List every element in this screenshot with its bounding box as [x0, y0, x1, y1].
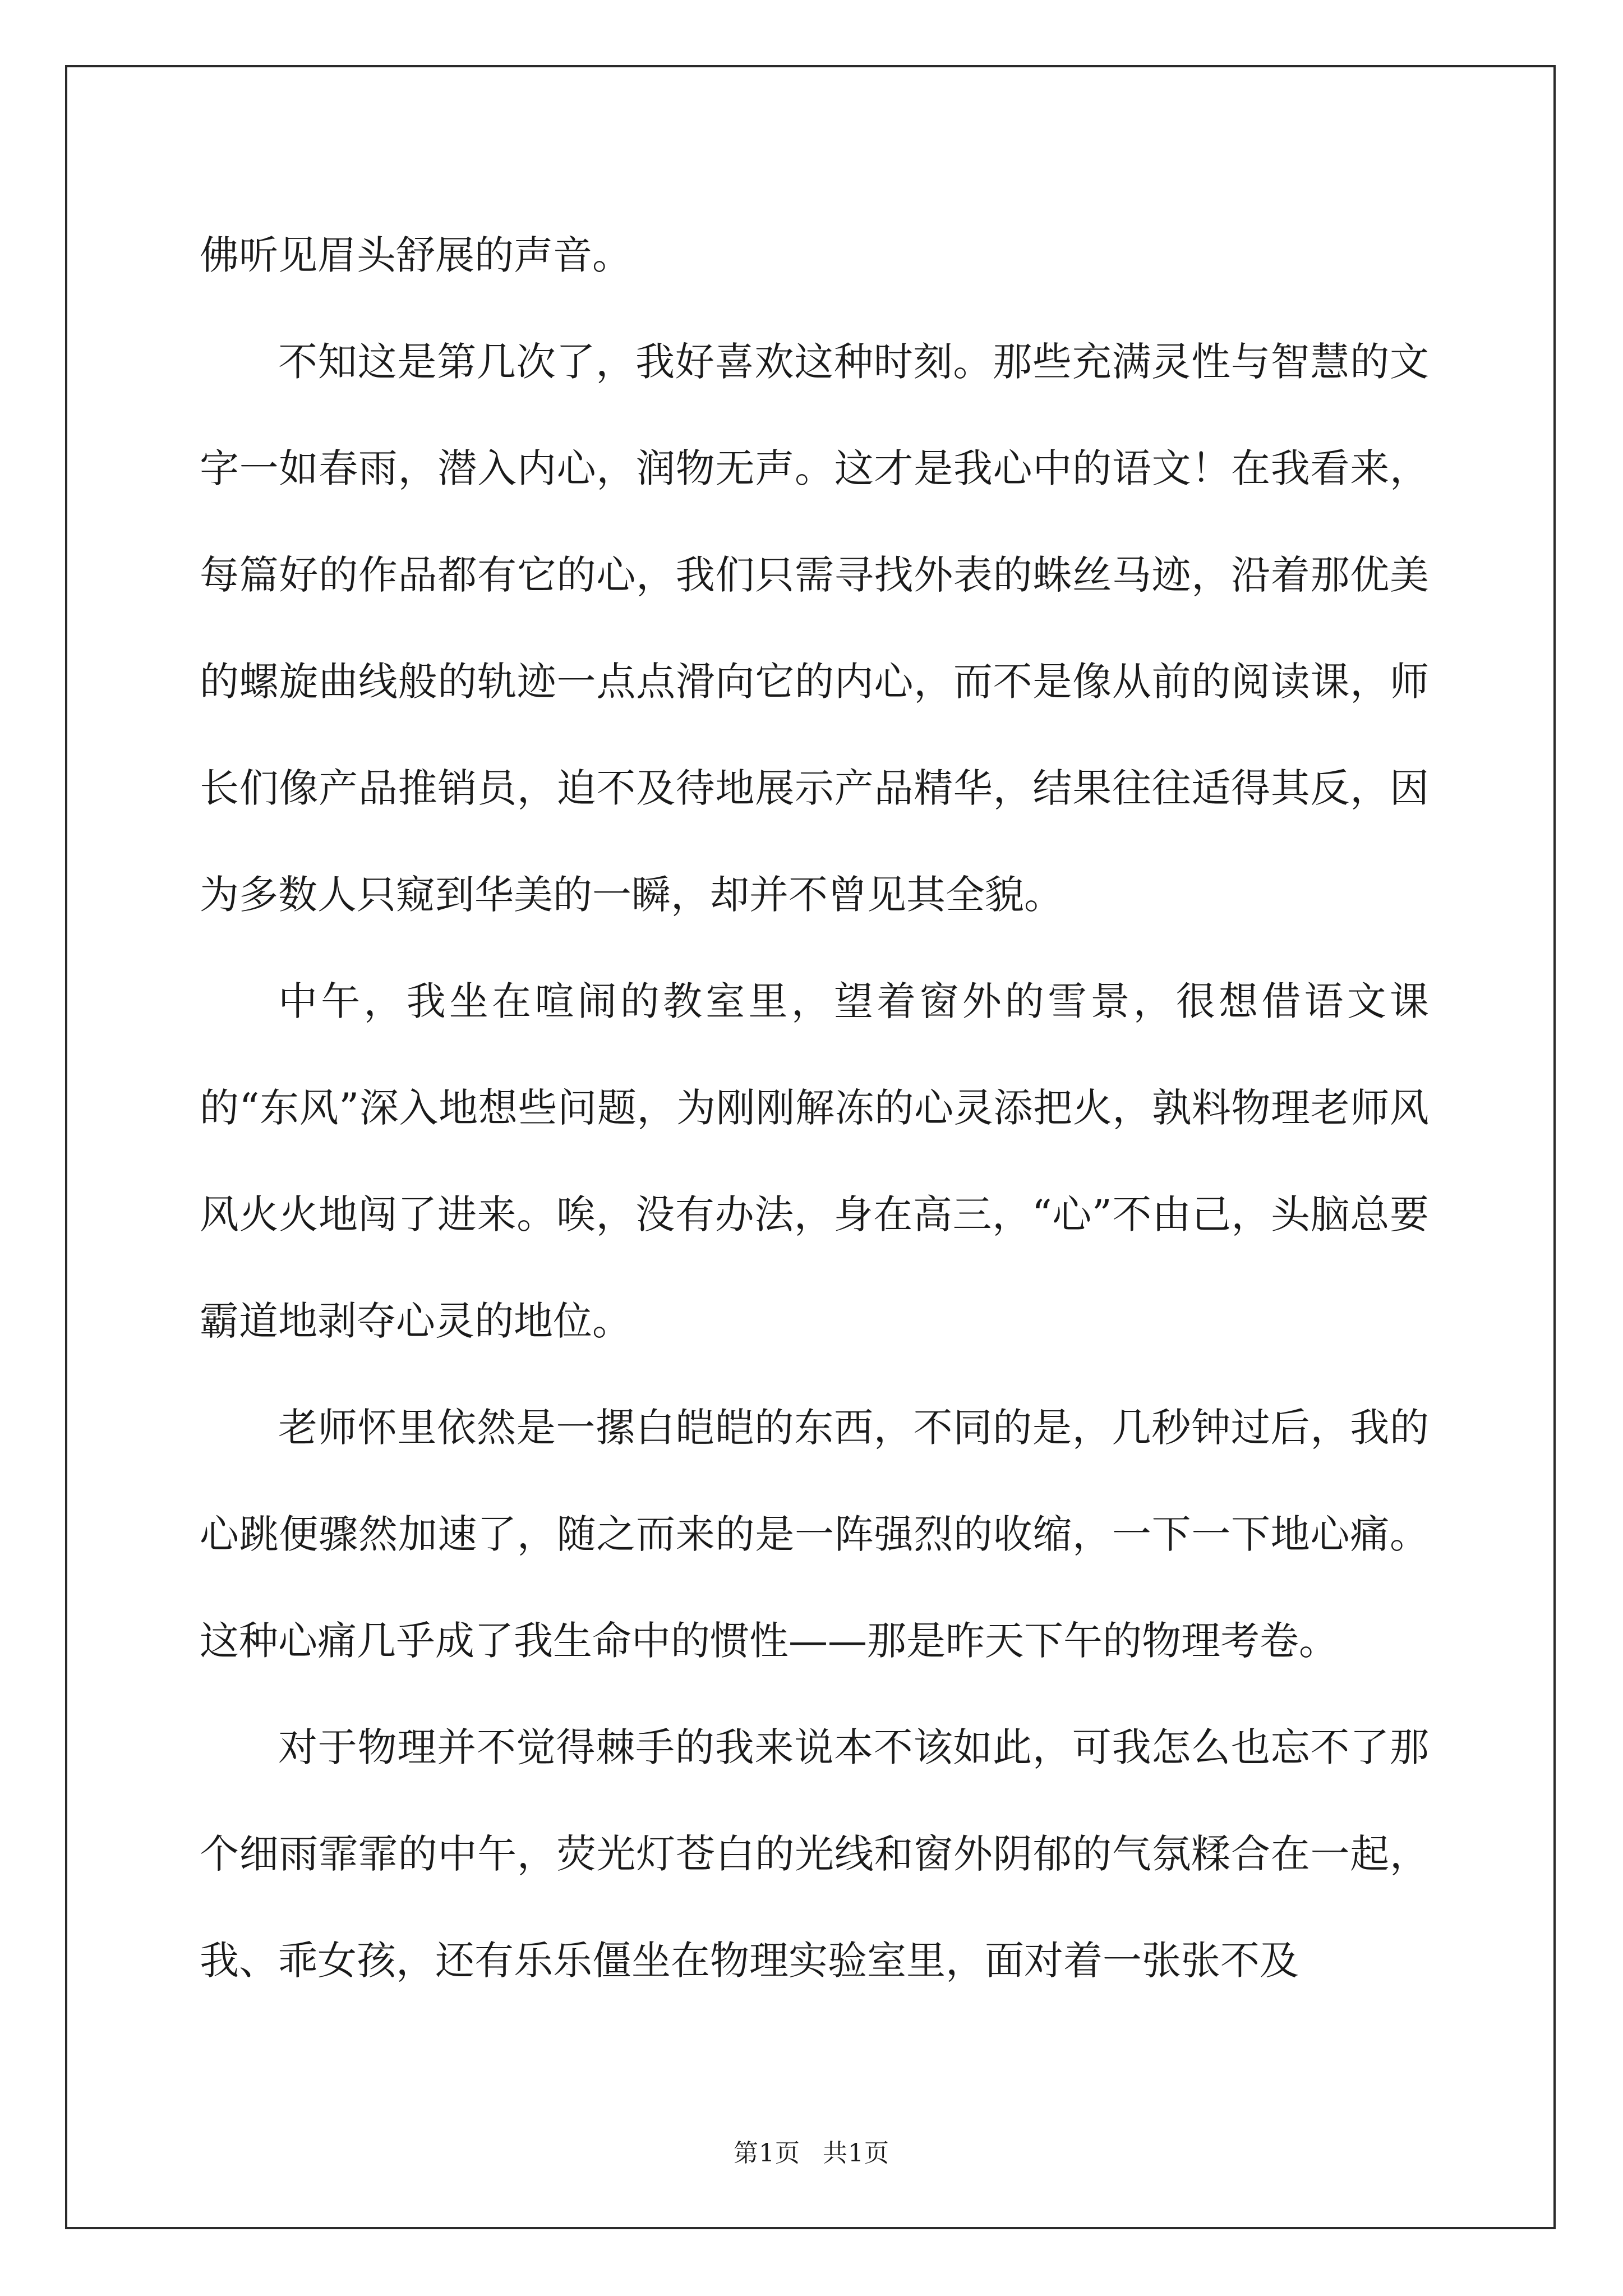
paragraph-4: 老师怀里依然是一摞白皑皑的东西，不同的是，几秒钟过后，我的心跳便骤然加速了，随之而来的是一阵强烈的收缩，一下一下地心痛。这种心痛几乎成了我生命中的惯性——那是昨天下午的物理考卷。 [200, 1405, 1429, 1664]
page-number-total: 共1页 [823, 2139, 889, 2168]
document-body [200, 202, 1429, 2014]
paragraph-1: 佛听见眉头舒展的声音。 [200, 232, 631, 278]
paragraph-2: 不知这是第几次了，我好喜欢这种时刻。那些充满灵性与智慧的文字一如春雨，潜入内心，润物无声。这才是我心中的语文！在我看来，每篇好的作品都有它的心，我们只需寻找外表的蛛丝马迹，沿着那优美的螺旋曲线般的轨迹一点点滑向它的内心，而不是像从前的阅读课，师长们像产品推销员，迫不及待地展示产品精华，结果往往适得其反，因为多数人只窥到华美的一瞬，却并不曾见其全貌。 [200, 339, 1429, 918]
page-number-current: 第1页 [734, 2139, 800, 2168]
page-footer [0, 2133, 1623, 2169]
paragraph-5: 对于物理并不觉得棘手的我来说本不该如此，可我怎么也忘不了那个细雨霏霏的中午，荧光灯苍白的光线和窗外阴郁的气氛糅合在一起，我、乖女孩，还有乐乐僵坐在物理实验室里，面对着一张张不及 [200, 1724, 1429, 1984]
paragraph-3: 中午，我坐在喧闹的教室里，望着窗外的雪景，很想借语文课的“东风”深入地想些问题，为刚刚解冻的心灵添把火，孰料物理老师风风火火地闯了进来。唉，没有办法，身在高三，“心”不由己，头脑总要霸道地剥夺心灵的地位。 [200, 978, 1429, 1344]
